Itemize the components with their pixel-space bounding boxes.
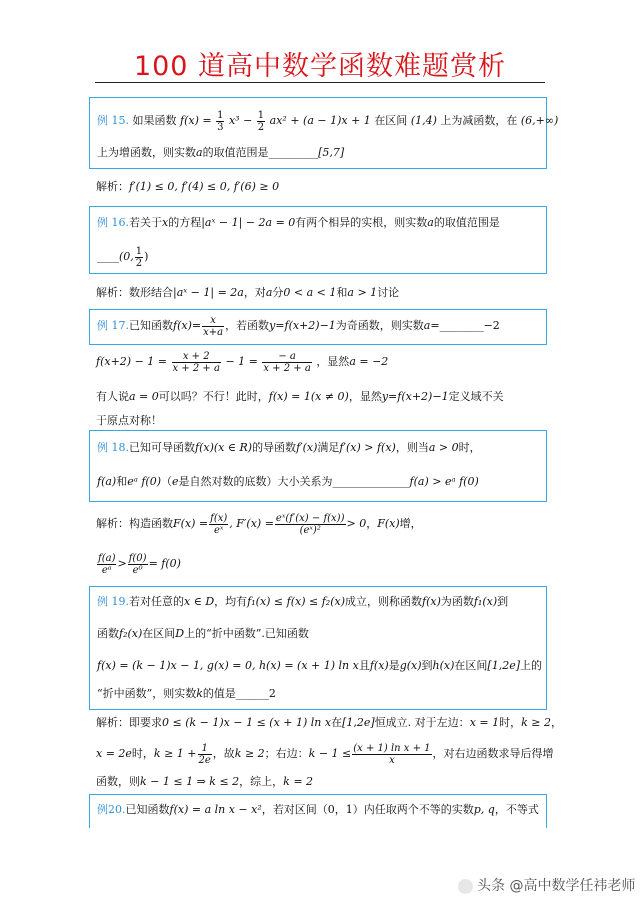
text: ，不等式 — [494, 803, 539, 816]
math: > — [117, 557, 127, 570]
math: k ≥ 1 + — [153, 747, 197, 760]
math: f′(x) > f(x) — [339, 441, 396, 454]
math: , F′(x) = — [229, 517, 274, 530]
text: ；右边： — [264, 747, 309, 760]
text: ，则当 — [395, 441, 429, 454]
math: 0 < a < 1 — [283, 286, 337, 299]
math: f(x) = 1(x ≠ 0) — [268, 390, 349, 403]
text: 为奇函数，则实数 — [335, 319, 424, 332]
problem-15-line-1 — [97, 107, 558, 135]
math: k − 1 ≤ 1 ⇒ k ≤ 2 — [140, 775, 240, 788]
text: 上为增函数，则实数 — [97, 146, 196, 159]
math: y=f(x+2)−1 — [381, 390, 449, 403]
text: ，综上， — [239, 775, 284, 788]
analysis-18-line-1 — [96, 508, 422, 540]
text: 的导函数 — [252, 441, 297, 454]
problem-label: 例 15. — [97, 114, 129, 127]
problem-19-line-4 — [97, 687, 276, 701]
fraction: $\frac{- a}{x + 2 + a}$ — [263, 350, 311, 374]
math: a= — [423, 319, 440, 332]
text: 解析： — [96, 180, 129, 193]
text: 已知可导函数 — [129, 441, 195, 454]
fraction: $\frac{1}{3}$ — [217, 109, 224, 133]
fraction: $\frac{\text{eˣ(f′(x) − f(x))}}{\text{(eˣ)²}}$ — [275, 512, 345, 536]
fraction: $\frac{1}{2}$ — [257, 109, 265, 133]
text: 若对任意的 — [129, 595, 184, 608]
math: a = 0 — [129, 390, 159, 403]
answer: (0, — [119, 250, 134, 263]
fraction: $\frac{f(0)}{\text{e⁰}}$ — [128, 552, 147, 576]
answer: 2 — [268, 687, 276, 700]
text: ，显然 — [348, 390, 382, 403]
text: 的取值范围是 — [433, 216, 500, 229]
problem-16-line-1 — [97, 216, 500, 230]
text: 到 — [421, 659, 433, 672]
math: p, q — [473, 803, 495, 816]
text: 成立，则称函数 — [345, 595, 422, 608]
fraction: $\frac{1}{2e}$ — [198, 742, 211, 766]
analysis-19-line-2 — [96, 738, 554, 770]
answer: [5,7] — [318, 146, 345, 159]
text: “折中函数”，则实数 — [97, 687, 197, 700]
title-underline — [95, 82, 545, 83]
text: 上为减函数，在 — [440, 114, 518, 127]
text: 解析：构造函数 — [96, 517, 173, 530]
math: f(x)(x ∈ R) — [195, 441, 253, 454]
fraction: $\frac{\text{(x + 1) ln x + 1}}{x}$ — [353, 742, 431, 766]
text: 在区间 — [454, 659, 488, 672]
page-title: 100 道高中数学函数难题赏析 — [133, 51, 507, 82]
text: 已知函数 — [125, 803, 170, 816]
analysis-17-line-1 — [96, 348, 388, 376]
math: k — [196, 687, 203, 700]
text: ，若函数 — [225, 319, 270, 332]
math: a — [265, 286, 273, 299]
text: 到 — [497, 595, 509, 608]
text: 上的“折中函数”.已知函数 — [184, 627, 309, 640]
text: 函数，则 — [96, 775, 140, 788]
math: k − 1 ≤ — [308, 747, 352, 760]
math: − 1 = — [225, 355, 258, 368]
math: 0 ≤ (k − 1)x − 1 ≤ (x + 1) ln x — [162, 716, 332, 729]
toutiao-logo-icon — [458, 879, 473, 894]
text: 和 — [336, 286, 348, 299]
problem-17-line-1 — [97, 313, 500, 339]
math: [1,2e] — [342, 716, 375, 729]
math: f(a) — [97, 475, 117, 488]
math: f₂(x) — [119, 627, 143, 640]
math: D — [175, 627, 185, 640]
text: 在区间 — [142, 627, 176, 640]
math: f(x)= — [173, 319, 202, 332]
math: k ≥ 2 — [234, 747, 265, 760]
math: = f(0) — [148, 557, 181, 570]
text: 在 — [331, 716, 343, 729]
fraction: $\frac{1}{2}$ — [135, 245, 143, 269]
math: eᵃ f(0) — [127, 475, 162, 488]
text: ， — [366, 517, 378, 530]
math: > 0 — [346, 517, 367, 530]
text: 已知函数 — [129, 319, 173, 332]
text: ，均有 — [214, 595, 248, 608]
text: 可以吗？不行！此时， — [158, 390, 269, 403]
text: 在区间 — [374, 114, 408, 127]
math: f₁(x) ≤ f(x) ≤ f₂(x) — [247, 595, 345, 608]
fraction: $\frac{f(a)}{\text{eᵃ}}$ — [98, 552, 116, 576]
problem-label: 例20. — [97, 803, 126, 816]
math: e — [172, 475, 179, 488]
answer-blank: ______ — [235, 687, 269, 700]
math: x = 1 — [469, 716, 500, 729]
problem-label: 例 17. — [97, 319, 129, 332]
text: 解析：即要求 — [96, 716, 162, 729]
math: ax² + (a − 1)x + 1 — [269, 114, 371, 127]
text: 分 — [272, 286, 284, 299]
answer-blank: ________ — [439, 319, 484, 332]
text: 为函数 — [440, 595, 474, 608]
text: ，若对区间（0，1）内任取两个不等的实数 — [261, 803, 474, 816]
math: g(x) — [399, 659, 422, 672]
math: F(x) — [377, 517, 400, 530]
text: 上的 — [520, 659, 542, 672]
math: [1,2e] — [487, 659, 520, 672]
text: 讨论 — [377, 286, 400, 299]
analysis-17-line-2 — [96, 390, 504, 404]
text: 时， — [131, 747, 154, 760]
problem-18-line-1 — [97, 441, 481, 455]
math: (1,4) — [410, 114, 437, 127]
text: 恒成立. 对于左边： — [374, 716, 470, 729]
text: 是 — [388, 659, 400, 672]
math: f(x) — [369, 659, 389, 672]
text: 时， — [458, 441, 481, 454]
problem-16-line-2 — [97, 244, 148, 270]
problem-19-line-3 — [97, 659, 542, 673]
problem-15-line-2 — [97, 146, 344, 160]
math: f′(x) — [296, 441, 318, 454]
math: f₁(x) — [473, 595, 498, 608]
math: f(x) = a ln x − x² — [169, 803, 262, 816]
watermark-text: 头条 @高中数学任祎老师 — [477, 878, 636, 894]
math: f(x) = (k − 1)x − 1, g(x) = 0, h(x) = (x + 1) ln x — [97, 659, 359, 672]
text: 的值是 — [202, 687, 236, 700]
text: 如果函数 — [132, 114, 177, 127]
math: (6,+∞) — [520, 114, 559, 127]
text: ，对 — [243, 286, 266, 299]
text: ， — [550, 716, 562, 729]
text: 是自然对数的底数）大小关系为 — [178, 475, 333, 488]
watermark — [458, 875, 635, 895]
text: 的取值范围是 — [202, 146, 269, 159]
problem-label: 例 19. — [97, 595, 129, 608]
text: 若关于 — [129, 216, 162, 229]
math: k = 2 — [283, 775, 314, 788]
math: f(x) = — [180, 114, 212, 127]
math: F(x) = — [173, 517, 209, 530]
math: a > 1 — [347, 286, 378, 299]
text: 有人说 — [96, 390, 129, 403]
answer-blank: ____ — [97, 250, 119, 263]
text: 有两个相异的实根，则实数 — [295, 216, 428, 229]
problem-19-line-1 — [97, 595, 508, 609]
math: x³ − — [228, 114, 253, 127]
text: 的方程 — [168, 216, 202, 229]
fraction: $\frac{x + 2}{x + 2 + a}$ — [172, 350, 220, 374]
math: a — [427, 216, 434, 229]
text: （ — [161, 475, 173, 488]
analysis-16 — [96, 286, 399, 300]
text: 函数 — [97, 627, 119, 640]
math: x — [162, 216, 169, 229]
analysis-17-line-3: 于原点对称！ — [96, 414, 162, 427]
answer: ) — [144, 250, 149, 263]
text: 增， — [399, 517, 422, 530]
text: 定义域不关 — [448, 390, 504, 403]
math: x ∈ D — [184, 595, 215, 608]
problem-label: 例 18. — [97, 441, 129, 454]
analysis-15 — [96, 180, 279, 194]
text: 时， — [499, 716, 522, 729]
math: a = −2 — [349, 355, 389, 368]
math: f(x) — [422, 595, 441, 608]
math: a — [196, 146, 203, 159]
answer: f(a) > eᵃ f(0) — [409, 475, 479, 488]
analysis-19-line-3 — [96, 775, 313, 789]
math: h(x) — [432, 659, 455, 672]
math: f′(1) ≤ 0, f′(4) ≤ 0, f′(6) ≥ 0 — [129, 180, 280, 193]
text: 解析：数形结合 — [96, 286, 173, 299]
text: 且 — [358, 659, 370, 672]
analysis-18-line-2 — [96, 549, 181, 579]
answer-blank: _________ — [268, 146, 319, 159]
text: ，故 — [212, 747, 235, 760]
text: ，显然 — [316, 355, 350, 368]
problem-20-line-1 — [97, 803, 539, 817]
fraction: $\frac{x}{x+a}$ — [203, 314, 224, 338]
fraction: $\frac{f(x)}{\text{eˣ}}$ — [210, 512, 228, 536]
text: 满足 — [317, 441, 340, 454]
math: k ≥ 2 — [521, 716, 551, 729]
math: a > 0 — [428, 441, 459, 454]
analysis-19-line-1 — [96, 716, 562, 730]
problem-18-line-2 — [97, 475, 479, 489]
text: 和 — [116, 475, 128, 488]
answer-blank: ______________ — [332, 475, 410, 488]
math: |aˣ − 1| = 2a — [173, 286, 244, 299]
math: f(x+2) − 1 = — [96, 355, 167, 368]
math: |aˣ − 1| − 2a = 0 — [201, 216, 296, 229]
math: x = 2e — [96, 747, 132, 760]
problem-19-line-2 — [97, 627, 309, 641]
math: y=f(x+2)−1 — [269, 319, 336, 332]
text: ，对右边函数求导后得增 — [432, 747, 554, 760]
problem-label: 例 16. — [97, 216, 129, 229]
answer: −2 — [483, 319, 500, 332]
